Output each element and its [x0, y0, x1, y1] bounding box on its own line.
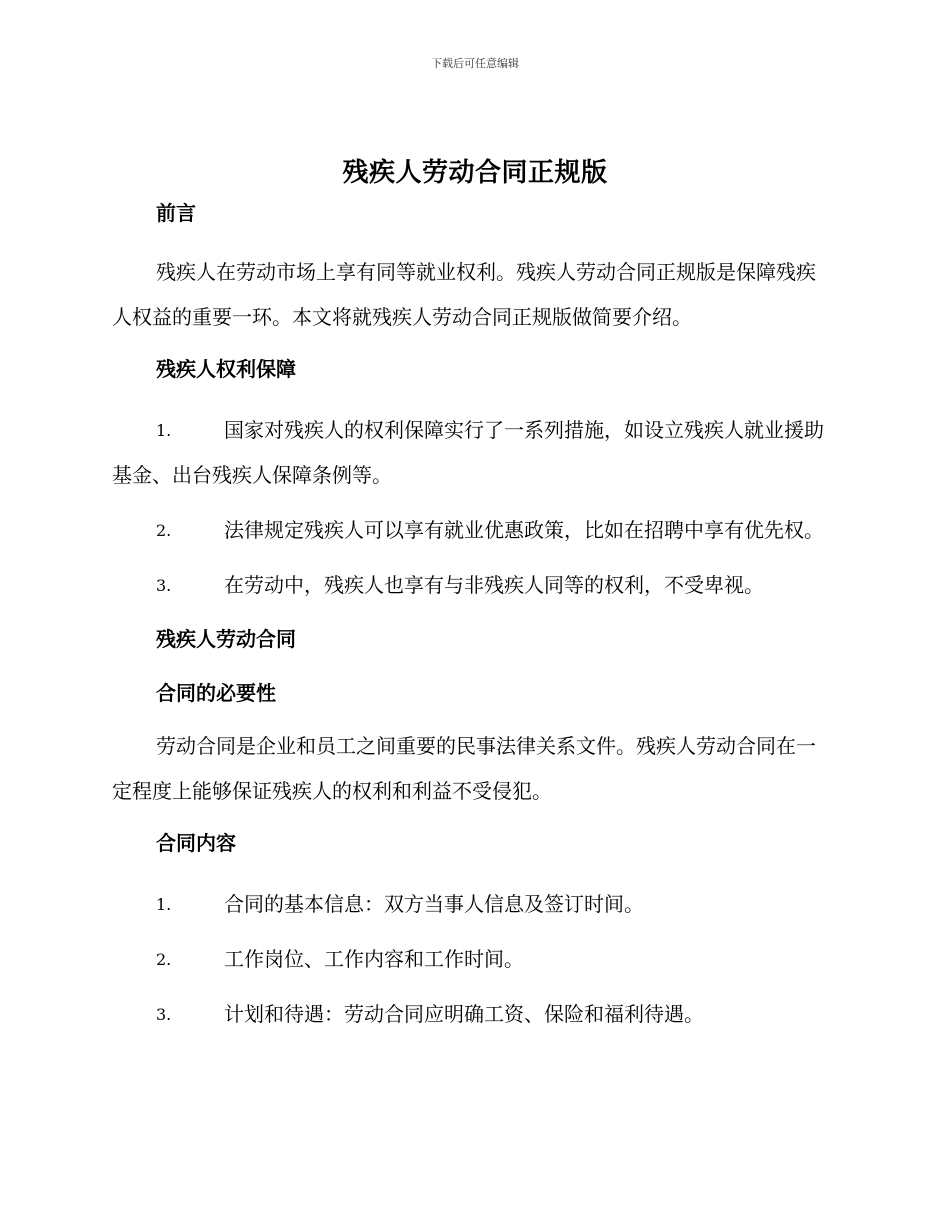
document-body [112, 198, 832, 1037]
preface-heading: 前言 [156, 201, 196, 225]
list-item-text: 合同的基本信息：双方当事人信息及签订时间。 [224, 892, 644, 916]
list-item-number: 3. [156, 1005, 172, 1024]
header-note: 下载后可任意编辑 [431, 57, 519, 70]
necessity-heading: 合同的必要性 [156, 681, 276, 705]
list-item [112, 882, 832, 927]
preface-paragraph: 残疾人在劳动市场上享有同等就业权利。残疾人劳动合同正规版是保障残疾人权益的重要一环。本文将就残疾人劳动合同正规版做简要介绍。 [112, 260, 816, 329]
contract-heading: 残疾人劳动合同 [156, 627, 296, 651]
list-item-text: 工作岗位、工作内容和工作时间。 [224, 947, 524, 971]
rights-heading: 残疾人权利保障 [156, 357, 296, 381]
list-item-text: 国家对残疾人的权利保障实行了一系列措施，如设立残疾人就业援助基金、出台残疾人保障条例等。 [112, 418, 824, 487]
list-item [112, 408, 832, 498]
list-item-number: 2. [156, 950, 172, 969]
list-item-number: 1. [156, 421, 172, 440]
document-title: 残疾人劳动合同正规版 [342, 158, 608, 188]
list-item-number: 3. [156, 576, 172, 595]
list-item-number: 1. [156, 895, 172, 914]
list-item [112, 508, 832, 553]
list-item-number: 2. [156, 521, 172, 540]
content-heading: 合同内容 [156, 831, 236, 855]
necessity-paragraph: 劳动合同是企业和员工之间重要的民事法律关系文件。残疾人劳动合同在一定程度上能够保证残疾人的权利和利益不受侵犯。 [112, 734, 816, 803]
list-item [112, 992, 832, 1037]
list-item [112, 563, 832, 608]
list-item-text: 法律规定残疾人可以享有就业优惠政策，比如在招聘中享有优先权。 [224, 518, 824, 542]
list-item [112, 937, 832, 982]
list-item-text: 在劳动中，残疾人也享有与非残疾人同等的权利，不受卑视。 [224, 573, 764, 597]
list-item-text: 计划和待遇：劳动合同应明确工资、保险和福利待遇。 [224, 1002, 704, 1026]
